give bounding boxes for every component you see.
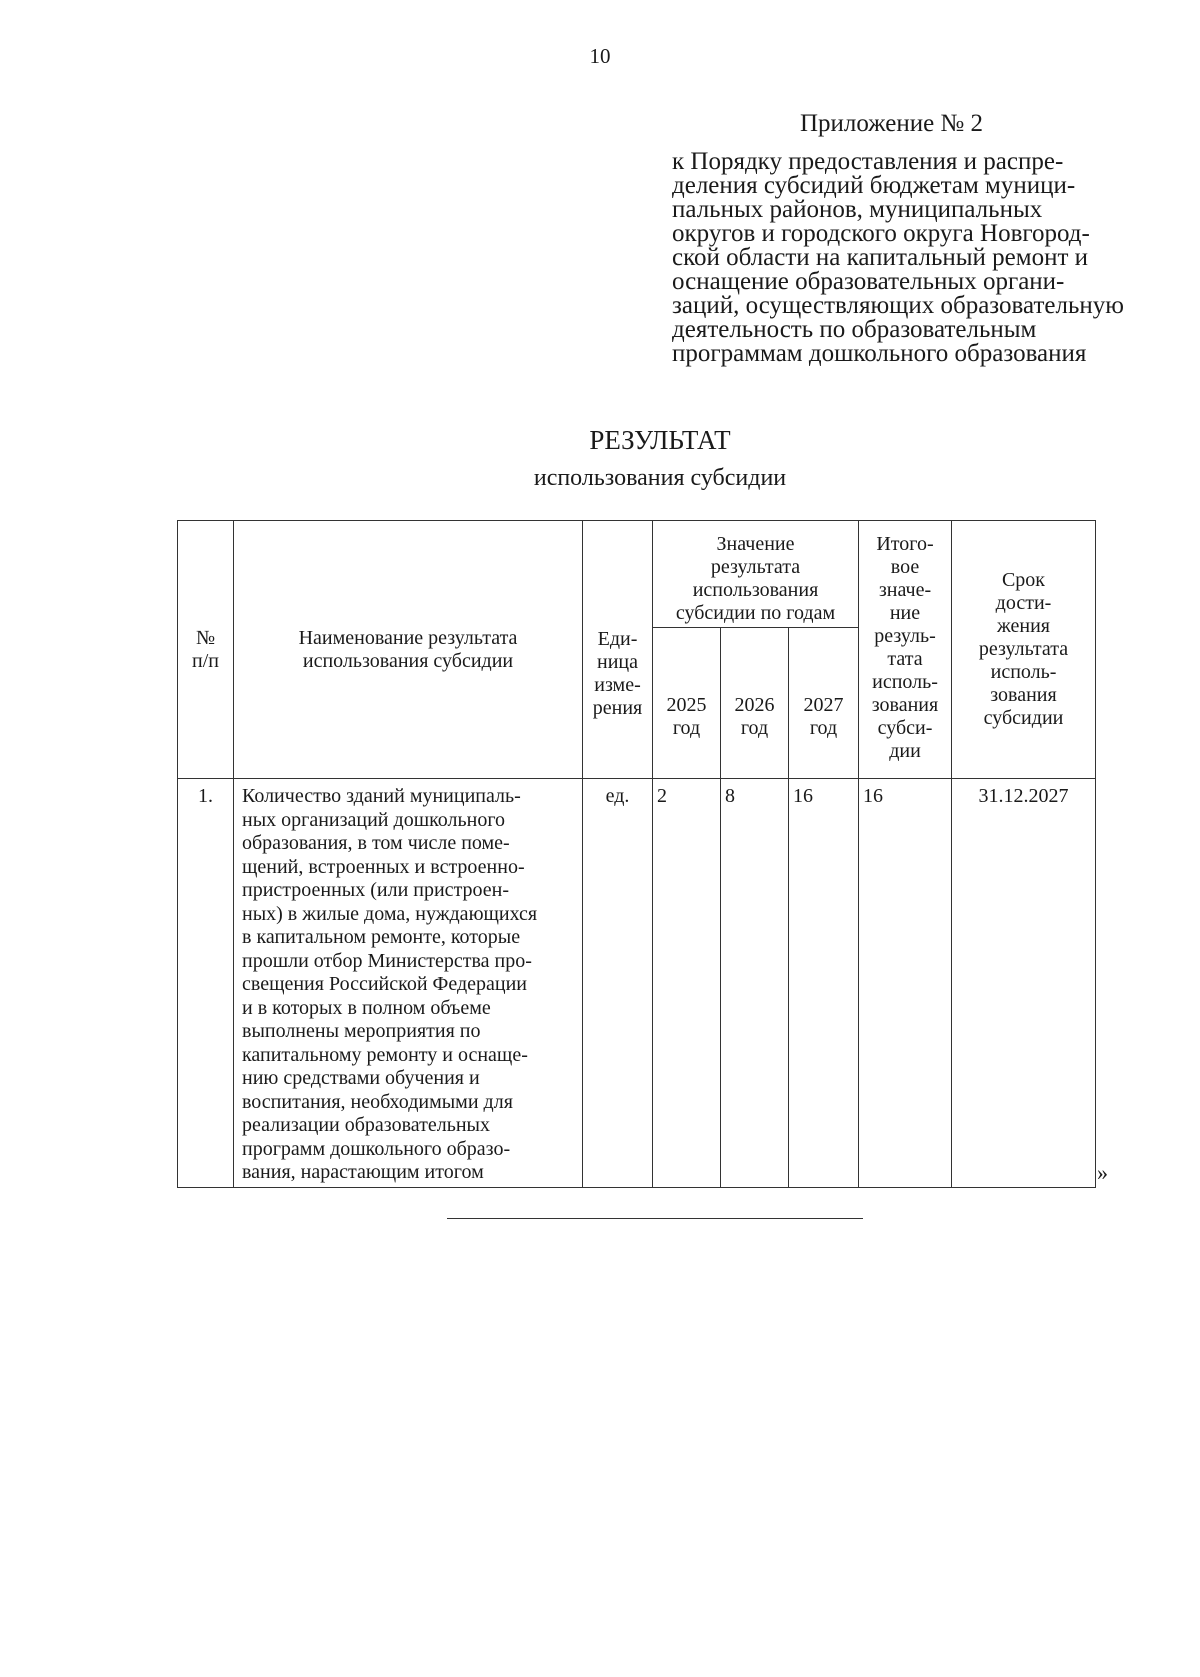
indicator-line: щений, встроенных и встроенно-	[242, 855, 525, 878]
row-indicator-name	[234, 779, 583, 1188]
indicator-line: ных организаций дошкольного	[242, 808, 506, 831]
header-name-line: использования субсидии	[302, 649, 514, 672]
appendix-title: Приложение № 2	[800, 110, 984, 137]
header-name-line: Наименование результата	[298, 626, 518, 649]
indicator-line: выполнены мероприятия по	[242, 1020, 481, 1042]
row-unit: ед.	[583, 779, 653, 1188]
header-total-line: субси-	[877, 717, 933, 739]
header-deadline-line: Срок	[1001, 569, 1046, 591]
separator-line	[447, 1218, 863, 1219]
header-deadline-line: субсидии	[983, 707, 1064, 729]
header-year-2027	[789, 628, 859, 779]
header-total-line: ние	[889, 602, 921, 624]
indicator-line: капитальному ремонту и оснаще-	[242, 1043, 528, 1066]
appendix-line: заций, осуществляющих образовательную	[672, 292, 1124, 319]
appendix-line: пальных районов, муниципальных	[672, 196, 1043, 223]
header-unit	[583, 521, 653, 779]
header-total-line: Итого-	[876, 533, 934, 555]
header-total-line: значе-	[878, 579, 932, 601]
header-deadline-line: результата	[978, 638, 1069, 660]
table-row	[178, 779, 1096, 1188]
header-unit-line: рения	[592, 696, 643, 719]
indicator-line: в капитальном ремонте, которые	[242, 926, 521, 948]
appendix-line: округов и городского округа Новгород-	[672, 220, 1090, 247]
table-header-row	[178, 521, 1096, 628]
header-deadline-line: зования	[990, 684, 1057, 706]
header-deadline	[952, 521, 1096, 779]
indicator-line: свещения Российской Федерации	[242, 973, 527, 995]
header-total-line: зования	[871, 694, 939, 716]
row-value-2025: 2	[653, 779, 721, 1188]
header-total-line: резуль-	[874, 625, 936, 647]
indicator-line: ных) в жилые дома, нуждающихся	[242, 902, 538, 925]
header-total-line: тата	[887, 648, 923, 670]
header-unit-line: изме-	[594, 673, 641, 696]
document-title: РЕЗУЛЬТАТ	[589, 425, 731, 455]
row-total: 16	[859, 779, 952, 1188]
closing-quote: »	[1097, 1160, 1108, 1185]
header-year-2026	[721, 628, 789, 779]
header-total	[859, 521, 952, 779]
indicator-line: и в которых в полном объеме	[242, 996, 491, 1019]
appendix-line: деятельность по образовательным	[672, 316, 1037, 343]
document-subtitle: использования субсидии	[533, 465, 787, 491]
header-year-line: 2026	[734, 694, 775, 716]
header-year-line: год	[672, 717, 701, 739]
indicator-line: нию средствами обучения и	[242, 1067, 480, 1089]
appendix-line: деления субсидий бюджетам муници-	[672, 172, 1076, 199]
header-year-line: год	[809, 717, 838, 739]
indicator-line: образования, в том числе поме-	[242, 832, 510, 854]
header-year-line: 2025	[666, 694, 707, 716]
header-year-2025	[653, 628, 721, 779]
header-num-line: п/п	[192, 649, 219, 672]
row-value-2026: 8	[721, 779, 789, 1188]
header-values-group	[653, 521, 859, 628]
header-unit-line: ница	[597, 650, 638, 673]
header-values-line: Значение	[716, 533, 795, 555]
header-values-line: результата	[710, 556, 801, 578]
header-total-line: исполь-	[872, 671, 938, 693]
indicator-line: вания, нарастающим итогом	[242, 1161, 484, 1183]
indicator-line: Количество зданий муниципаль-	[242, 785, 521, 807]
indicator-line: реализации образовательных	[242, 1114, 490, 1136]
appendix-line: к Порядку предоставления и распре-	[672, 148, 1064, 175]
indicator-line: пристроенных (или пристроен-	[242, 879, 510, 901]
row-num: 1.	[178, 779, 234, 1188]
header-num	[178, 521, 234, 779]
appendix-line: оснащение образовательных органи-	[672, 268, 1065, 295]
appendix-body	[672, 150, 1132, 366]
result-table	[177, 520, 1096, 1188]
row-value-2027: 16	[789, 779, 859, 1188]
header-deadline-line: дости-	[995, 592, 1052, 614]
header-values-line: использования	[692, 579, 819, 601]
indicator-line: программ дошкольного образо-	[242, 1137, 511, 1160]
appendix-line: программам дошкольного образования	[672, 340, 1087, 367]
indicator-line: воспитания, необходимыми для	[242, 1090, 513, 1113]
appendix-line: ской области на капитальный ремонт и	[672, 244, 1089, 271]
header-deadline-line: исполь-	[990, 661, 1057, 683]
header-total-line: вое	[890, 556, 920, 578]
header-name	[234, 521, 583, 779]
indicator-line: прошли отбор Министерства про-	[242, 949, 532, 972]
header-num-line: №	[195, 626, 216, 649]
header-total-line: дии	[889, 740, 921, 762]
header-unit-line: Еди-	[597, 627, 638, 650]
header-year-line: 2027	[803, 694, 844, 716]
page-number: 10	[589, 44, 611, 68]
header-year-line: год	[740, 717, 769, 739]
header-deadline-line: жения	[996, 615, 1051, 637]
header-values-line: субсидии по годам	[675, 602, 836, 624]
row-deadline: 31.12.2027	[952, 779, 1096, 1188]
